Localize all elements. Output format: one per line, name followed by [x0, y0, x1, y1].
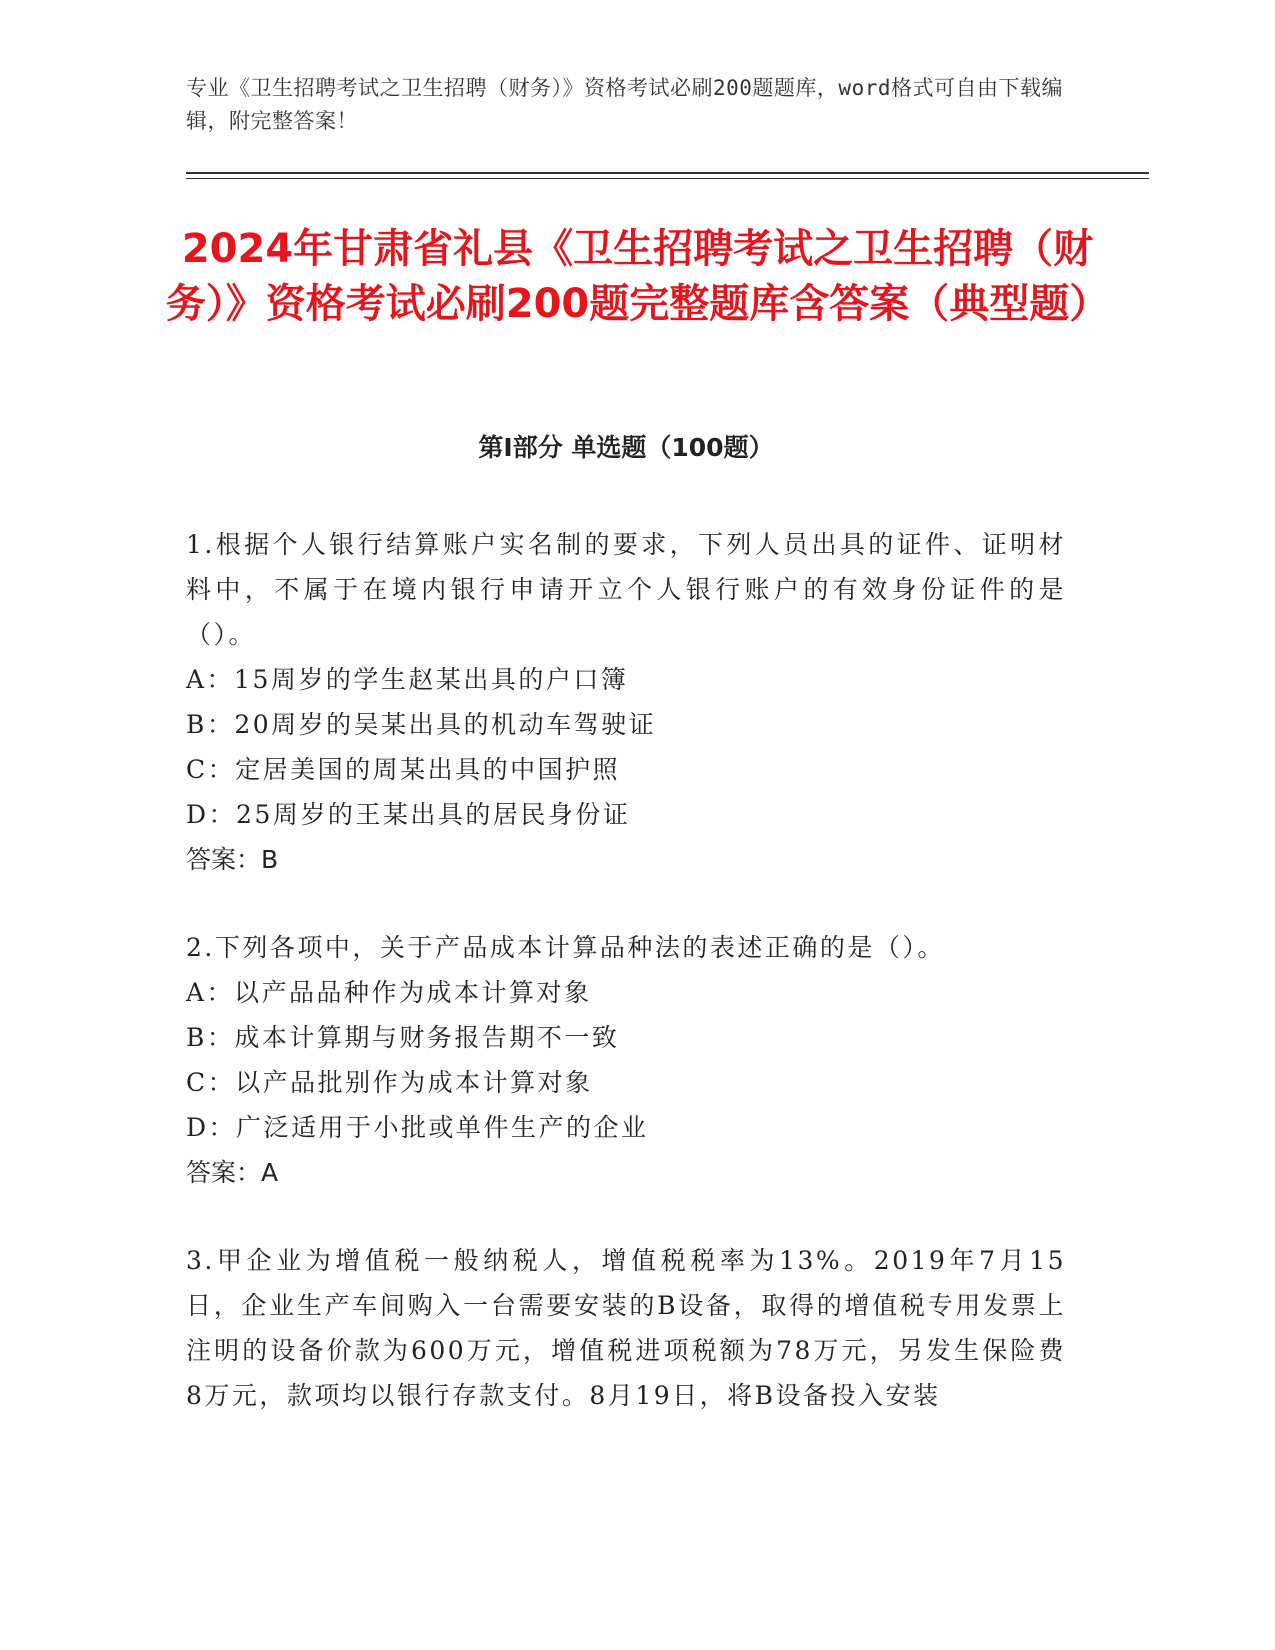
answer: 答案：B — [186, 845, 279, 874]
question-stem: 2.下列各项中，关于产品成本计算品种法的表述正确的是（）。 — [186, 933, 945, 962]
document-title: 2024年甘肃省礼县《卫生招聘考试之卫生招聘（财务）》资格考试必刷200题完整题库含答案（典型题） — [165, 226, 1110, 327]
option-d: D：广泛适用于小批或单件生产的企业 — [186, 1113, 649, 1142]
answer: 答案：A — [186, 1158, 279, 1187]
option-d: D：25周岁的王某出具的居民身份证 — [186, 800, 631, 829]
header-note: 专业《卫生招聘考试之卫生招聘（财务）》资格考试必刷200题题库，word格式可自由下载编辑，附完整答案！ — [186, 76, 1063, 133]
section-title: 第I部分 单选题（100题） — [478, 433, 774, 462]
option-c: C：定居美国的周某出具的中国护照 — [186, 755, 621, 784]
option-a: A：15周岁的学生赵某出具的户口簿 — [186, 665, 629, 694]
option-b: B：20周岁的吴某出具的机动车驾驶证 — [186, 710, 657, 739]
question-list — [186, 522, 1066, 1461]
header-divider-thin — [186, 178, 1149, 179]
header-divider-thick — [186, 172, 1149, 174]
option-a: A：以产品品种作为成本计算对象 — [186, 978, 592, 1007]
option-c: C：以产品批别作为成本计算对象 — [186, 1068, 593, 1097]
question-stem: 1.根据个人银行结算账户实名制的要求，下列人员出具的证件、证明材料中，不属于在境内银行申请开立个人银行账户的有效身份证件的是（）。 — [186, 530, 1066, 649]
question-3 — [186, 1238, 1066, 1418]
option-b: B：成本计算期与财务报告期不一致 — [186, 1023, 620, 1052]
question-2 — [186, 925, 1066, 1195]
question-stem: 3.甲企业为增值税一般纳税人，增值税税率为13%。2019年7月15日，企业生产车间购入一台需要安装的B设备，取得的增值税专用发票上注明的设备价款为600万元，增值税进项税额为78万元，另发生保险费8万元，款项均以银行存款支付。8月19日，将B设备投入安装 — [186, 1246, 1066, 1410]
question-1 — [186, 522, 1066, 882]
